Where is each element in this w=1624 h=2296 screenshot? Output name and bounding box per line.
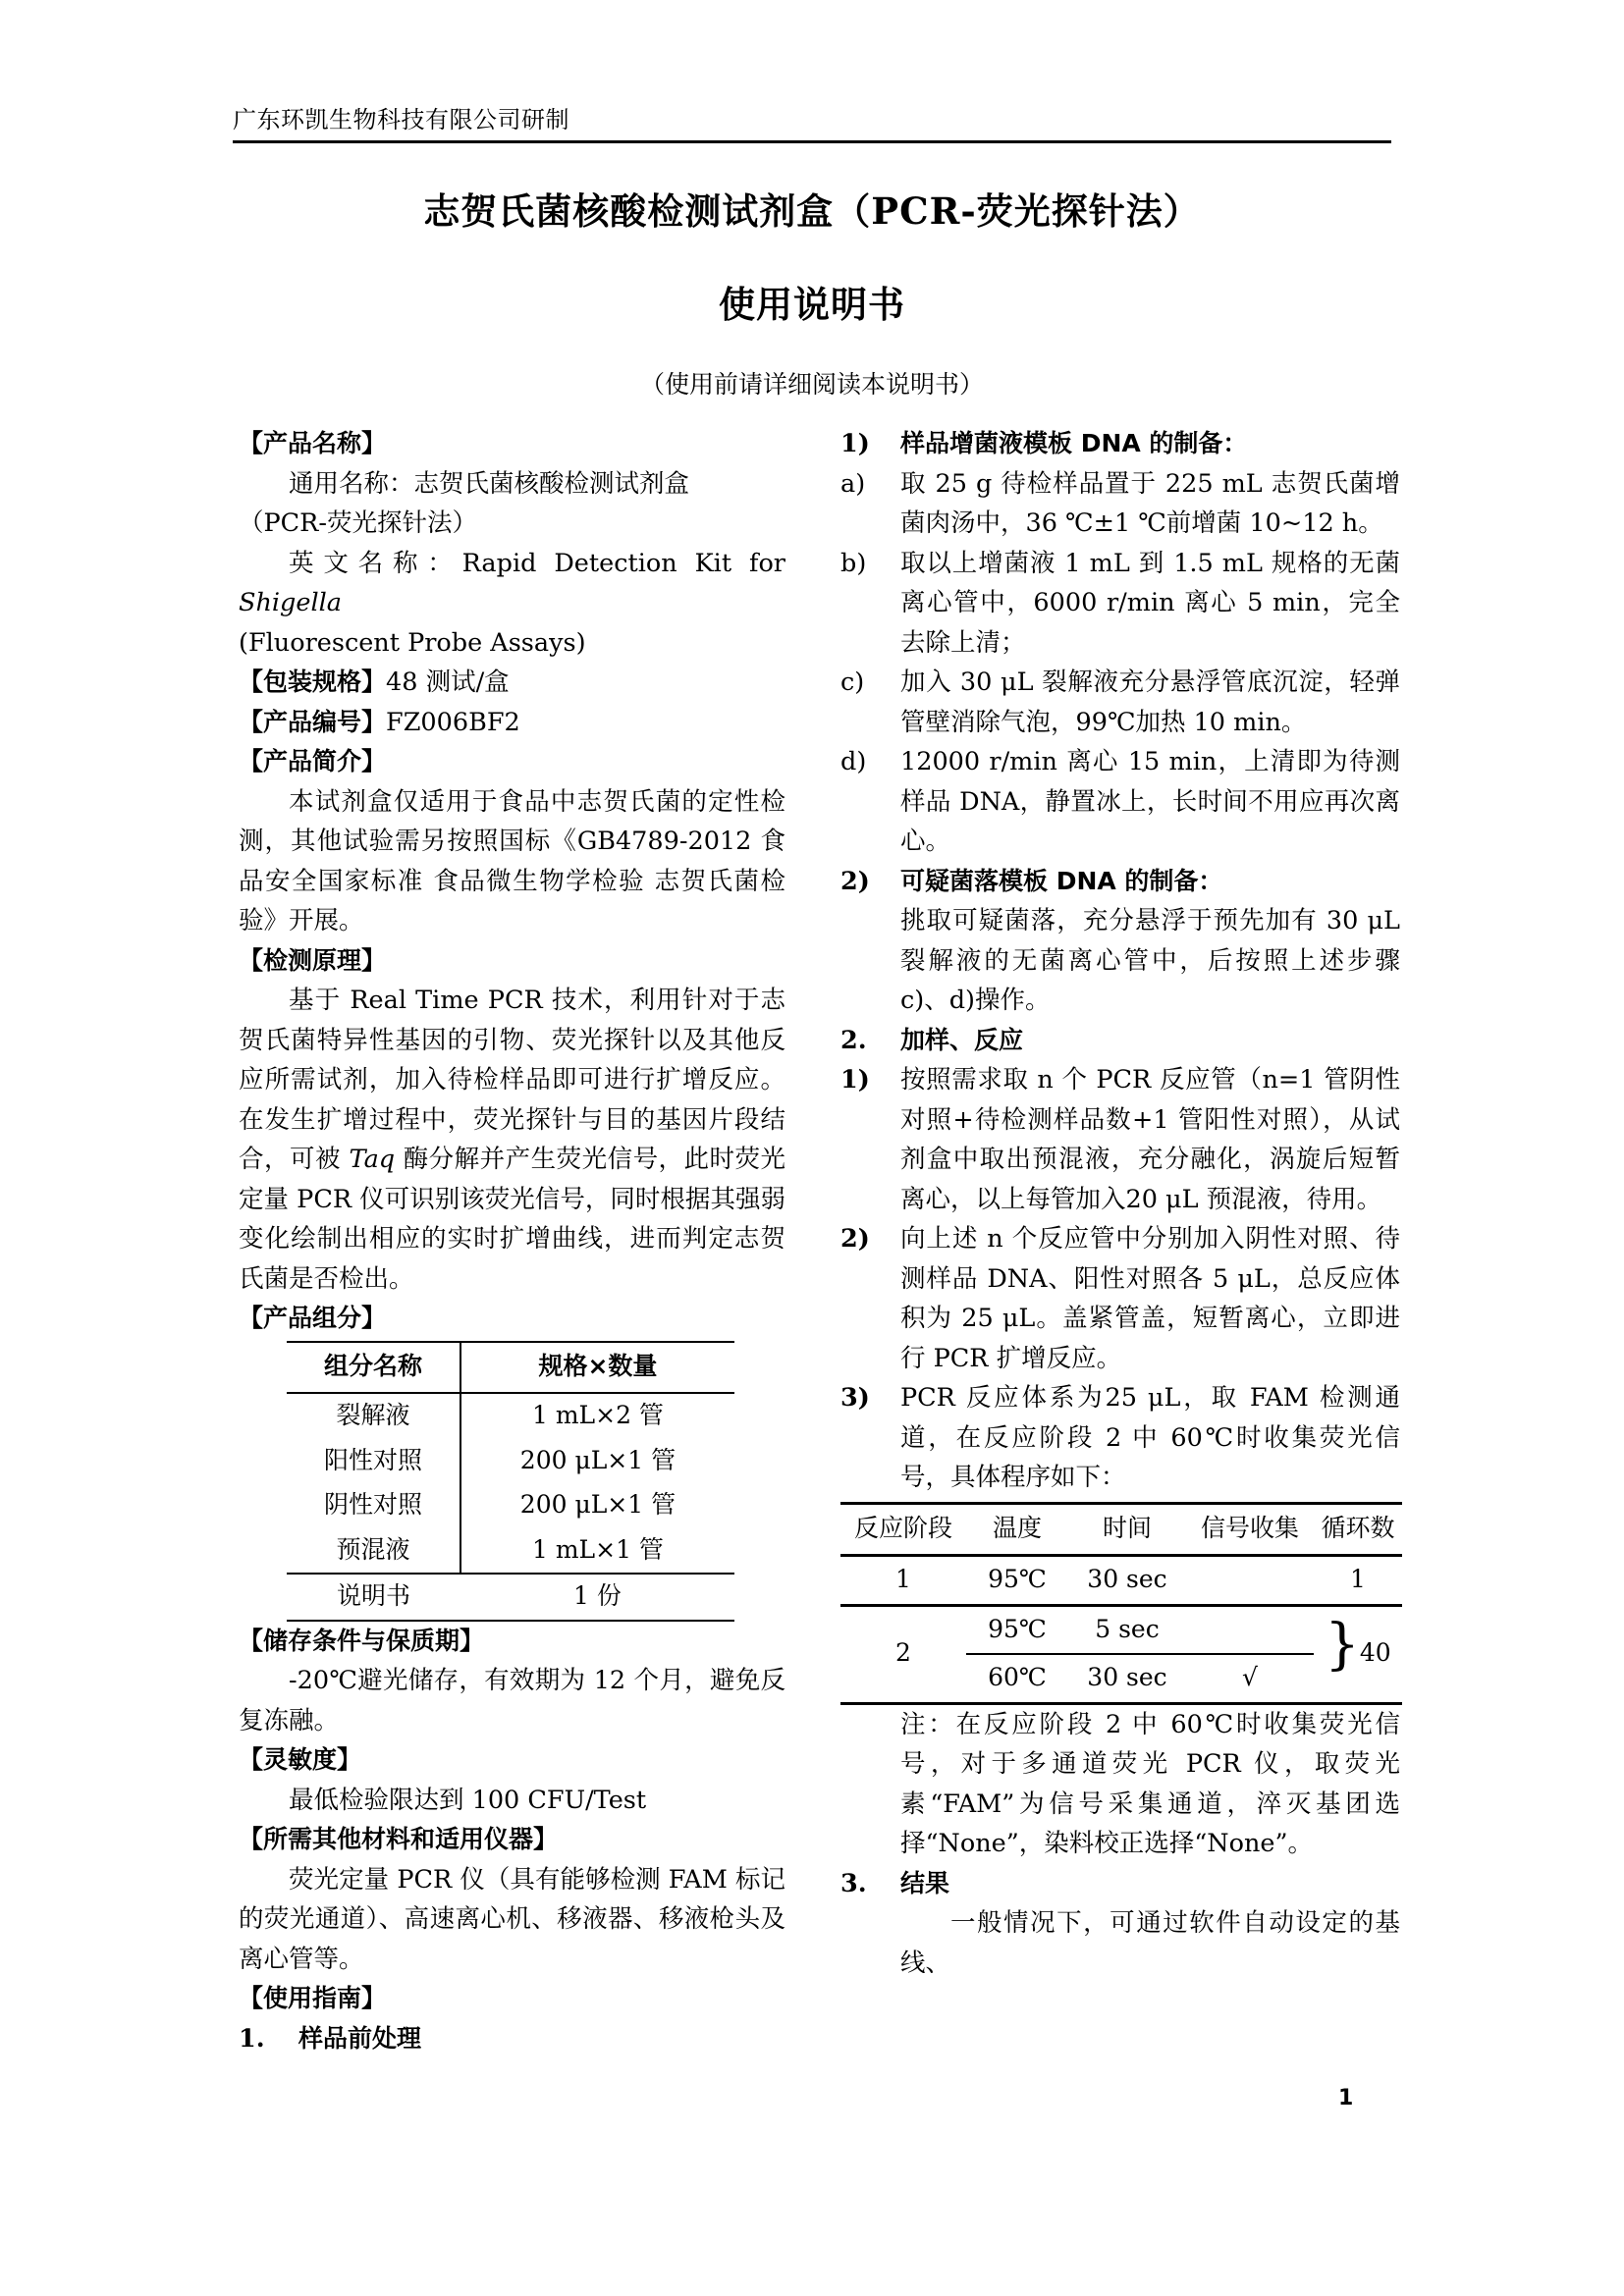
- intro-body: 本试剂盒仅适用于食品中志贺氏菌的定性检测，其他试验需另按照国标《GB4789-2012 食品安全国家标准 食品微生物学检验 志贺氏菌检验》开展。: [239, 786, 785, 935]
- step-2-item-label-1: 1): [840, 1065, 870, 1095]
- composition-cell-spec: 1 份: [460, 1574, 734, 1621]
- pcr-stage2-signal-1: [1186, 1605, 1314, 1654]
- prep-2-body-row: [840, 901, 1400, 1021]
- principle-body-part-a: 基于 Real Time PCR 技术，利用针对于志贺氏菌特异性基因的引物、荧光探针以及其他反应所需试剂，加入待检样品即可进行扩增反应。在发生扩增过程中，荧光探针与目的基因片段结合，可被: [239, 986, 785, 1174]
- table-row: [287, 1483, 734, 1528]
- product-english-name-line1: [239, 544, 785, 623]
- brace-glyph: }: [1325, 1613, 1360, 1678]
- list-item: [840, 1219, 1400, 1378]
- composition-table-body: [287, 1393, 734, 1621]
- page-number: 1: [1338, 2086, 1354, 2110]
- composition-col-header-name: 组分名称: [287, 1342, 460, 1394]
- usage-step-1-number: 1.: [239, 2023, 265, 2054]
- pcr-program-table-wrapper: [840, 1502, 1402, 1705]
- composition-header-row: [287, 1342, 734, 1394]
- composition-cell-spec: 1 mL×2 管: [531, 1401, 664, 1429]
- step-3-title-row: [840, 1864, 1400, 1904]
- table-row: [287, 1393, 734, 1439]
- principle-taq-italic: Taq: [349, 1145, 396, 1174]
- pcr-col-header-time: 时间: [1068, 1503, 1186, 1556]
- header-company-line: 广东环凯生物科技有限公司研制: [233, 106, 569, 133]
- pcr-stage2-stage: 2: [840, 1605, 966, 1703]
- pcr-stage2-time-2: 30 sec: [1068, 1654, 1186, 1703]
- prep-1-item-label-a: a): [840, 468, 866, 499]
- section-usage-guide-heading: 【使用指南】: [239, 1984, 387, 2012]
- product-composition-table: [287, 1341, 734, 1622]
- composition-cell-spec: 200 μL×1 管: [519, 1490, 677, 1519]
- prep-1-item-text-c: 加入 30 μL 裂解液充分悬浮管底沉淀，轻弹管壁消除气泡，99℃加热 10 min。: [900, 667, 1400, 737]
- principle-body-part-b: 酶分解并产生荧光信号，此时荧光定量 PCR 仪可识别该荧光信号，同时根据其强弱变化绘制出相应的实时扩增曲线，进而判定志贺氏菌是否检出。: [239, 1145, 786, 1294]
- storage-body: -20℃避光储存，有效期为 12 个月，避免反复冻融。: [239, 1666, 785, 1735]
- prep-1-item-label-c: c): [840, 667, 865, 697]
- pcr-program-table: [840, 1502, 1402, 1705]
- prep-1-title-row: [840, 424, 1400, 464]
- composition-cell-name: 裂解液: [287, 1393, 460, 1439]
- table-row: [287, 1528, 734, 1575]
- document-read-note: （使用前请详细阅读本说明书）: [639, 370, 984, 399]
- composition-cell-spec: 1 mL×1 管: [460, 1528, 734, 1575]
- left-column: [239, 424, 785, 2058]
- prep-2-title: 可疑菌落模板 DNA 的制备：: [900, 866, 1223, 895]
- section-other-materials-heading: 【所需其他材料和适用仪器】: [239, 1825, 559, 1853]
- pcr-col-header-signal: 信号收集: [1186, 1503, 1314, 1556]
- composition-cell-spec: 200 μL×1 管: [519, 1445, 677, 1474]
- page-header: [233, 106, 1391, 143]
- pcr-table-note: 注：在反应阶段 2 中 60℃时收集荧光信号，对于多通道荧光 PCR 仪，取荧光素“FAM”为信号采集通道，淬灭基团选择“None”，染料校正选择“None”。: [900, 1709, 1400, 1858]
- pcr-stage1-time: 30 sec: [1068, 1556, 1186, 1606]
- composition-table-head: [287, 1342, 734, 1394]
- prep-2-title-row: [840, 862, 1400, 902]
- composition-col-header-spec: 规格×数量: [460, 1342, 734, 1394]
- pcr-stage1-temp: 95℃: [966, 1556, 1068, 1606]
- usage-step-1: [239, 2019, 785, 2059]
- step-2-item-text-2: 向上述 n 个反应管中分别加入阴性对照、待测样品 DNA、阳性对照各 5 μL，总反应体积为 25 μL。盖紧管盖，短暂离心，立即进行 PCR 扩增反应。: [900, 1224, 1400, 1373]
- section-product-name-heading: 【产品名称】: [239, 429, 387, 457]
- pcr-stage2-cycles-cell: [1314, 1605, 1402, 1703]
- pcr-stage1-signal: [1186, 1556, 1314, 1606]
- composition-cell-name: 预混液: [287, 1528, 460, 1575]
- other-materials-body: 荧光定量 PCR 仪（具有能够检测 FAM 标记的荧光通道）、高速离心机、移液器、移液枪头及离心管等。: [239, 1864, 785, 1974]
- step-2-item-text-3: PCR 反应体系为25 μL，取 FAM 检测通道，在反应阶段 2 中 60℃时收集荧光信号，具体程序如下：: [900, 1383, 1400, 1492]
- pcr-col-header-stage: 反应阶段: [840, 1503, 966, 1556]
- pcr-stage2-time-1: 5 sec: [1068, 1605, 1186, 1654]
- pcr-stage1-cycles: 1: [1314, 1556, 1402, 1606]
- step-3-label: 结果: [900, 1868, 950, 1897]
- list-item: [840, 742, 1400, 862]
- document-title: 志贺氏菌核酸检测试剂盒（PCR-荧光探针法）: [423, 189, 1201, 233]
- section-sensitivity-heading: 【灵敏度】: [239, 1745, 362, 1774]
- list-item: [840, 1378, 1400, 1498]
- right-column: [840, 424, 1400, 1983]
- list-item: [840, 663, 1400, 742]
- pcr-stage2-cycles: 40: [1359, 1638, 1391, 1668]
- principle-body: [239, 981, 785, 1299]
- header-divider: [233, 140, 1391, 143]
- pcr-stage2-temp-1: 95℃: [966, 1605, 1068, 1654]
- pcr-header-row: [840, 1503, 1402, 1556]
- pcr-table-body: [840, 1556, 1402, 1704]
- step-3-body: 一般情况下，可通过软件自动设定的基线、: [900, 1908, 1400, 1978]
- prep-1-title: 样品增菌液模板 DNA 的制备：: [900, 429, 1248, 457]
- package-spec-heading: 【包装规格】: [239, 667, 387, 696]
- prep-2-body: 挑取可疑菌落，充分悬浮于预先加有 30 μL 裂解液的无菌离心管中，后按照上述步骤 c)、d)操作。: [900, 906, 1400, 1015]
- step-3-body-row: [840, 1903, 1400, 1983]
- prep-1-item-label-b: b): [840, 548, 867, 578]
- table-row: [840, 1556, 1402, 1606]
- section-composition-heading: 【产品组分】: [239, 1304, 387, 1332]
- product-generic-name-line1: 通用名称：志贺氏菌核酸检测试剂盒: [289, 468, 690, 499]
- prep-1-item-label-d: d): [840, 747, 867, 776]
- step-3-number: 3.: [840, 1868, 867, 1898]
- section-principle-heading: 【检测原理】: [239, 945, 387, 975]
- product-code-heading: 【产品编号】: [239, 707, 387, 736]
- pcr-stage2-signal-2: √: [1186, 1654, 1314, 1703]
- table-row: [287, 1439, 734, 1484]
- prep-1-item-text-d: 12000 r/min 离心 15 min，上清即为待测样品 DNA，静置冰上，长时间不用应再次离心。: [900, 747, 1400, 856]
- list-item: [840, 464, 1400, 544]
- section-storage-heading: 【储存条件与保质期】: [239, 1626, 485, 1655]
- section-package-spec: [239, 663, 785, 703]
- table-row: [840, 1605, 1402, 1654]
- pcr-col-header-temp: 温度: [966, 1503, 1068, 1556]
- pcr-table-note-row: [840, 1705, 1400, 1864]
- list-item: [840, 544, 1400, 664]
- prep-2-number: 2): [840, 866, 870, 896]
- prep-1-number: 1): [840, 429, 870, 458]
- english-name-italic: Shigella: [239, 588, 342, 617]
- step-2-item-text-1: 按照需求取 n 个 PCR 反应管（n=1 管阴性对照+待检测样品数+1 管阳性对照），从试剂盒中取出预混液，充分融化，涡旋后短暂离心，以上每管加入20 μL 预混液，待用。: [900, 1065, 1400, 1214]
- pcr-stage2-temp-2: 60℃: [966, 1654, 1068, 1703]
- prep-1-item-text-b: 取以上增菌液 1 mL 到 1.5 mL 规格的无菌离心管中，6000 r/min 离心 5 min，完全去除上清；: [900, 548, 1400, 658]
- prep-1-item-text-a: 取 25 g 待检样品置于 225 mL 志贺氏菌增菌肉汤中，36 ℃±1 ℃前增菌 10~12 h。: [900, 468, 1400, 538]
- sensitivity-body: 最低检验限达到 100 CFU/Test: [289, 1785, 647, 1815]
- step-2-item-label-3: 3): [840, 1383, 870, 1413]
- product-english-name-line2: (Fluorescent Probe Assays): [239, 627, 586, 658]
- pcr-stage1-stage: 1: [840, 1556, 966, 1606]
- step-2-number: 2.: [840, 1025, 867, 1055]
- document-subtitle: 使用说明书: [719, 283, 905, 326]
- step-2-label: 加样、反应: [900, 1025, 1024, 1054]
- section-product-code: [239, 703, 785, 743]
- package-spec-value: 48 测试/盒: [386, 667, 510, 697]
- product-code-value: FZ006BF2: [386, 707, 520, 737]
- english-name-prefix: 英文名称：Rapid Detection Kit for: [289, 548, 785, 578]
- table-row: [287, 1574, 734, 1621]
- section-intro-heading: 【产品简介】: [239, 747, 387, 775]
- pcr-col-header-cycles: 循环数: [1314, 1503, 1402, 1556]
- composition-cell-name: 说明书: [287, 1574, 460, 1621]
- usage-step-1-label: 样品前处理: [298, 2023, 422, 2053]
- pcr-table-head: [840, 1503, 1402, 1556]
- step-2-title-row: [840, 1021, 1400, 1061]
- composition-cell-name: 阳性对照: [287, 1439, 460, 1484]
- list-item: [840, 1060, 1400, 1219]
- composition-cell-name: 阴性对照: [287, 1483, 460, 1528]
- step-2-item-label-2: 2): [840, 1224, 870, 1254]
- product-generic-name-line2: （PCR-荧光探针法）: [239, 508, 477, 538]
